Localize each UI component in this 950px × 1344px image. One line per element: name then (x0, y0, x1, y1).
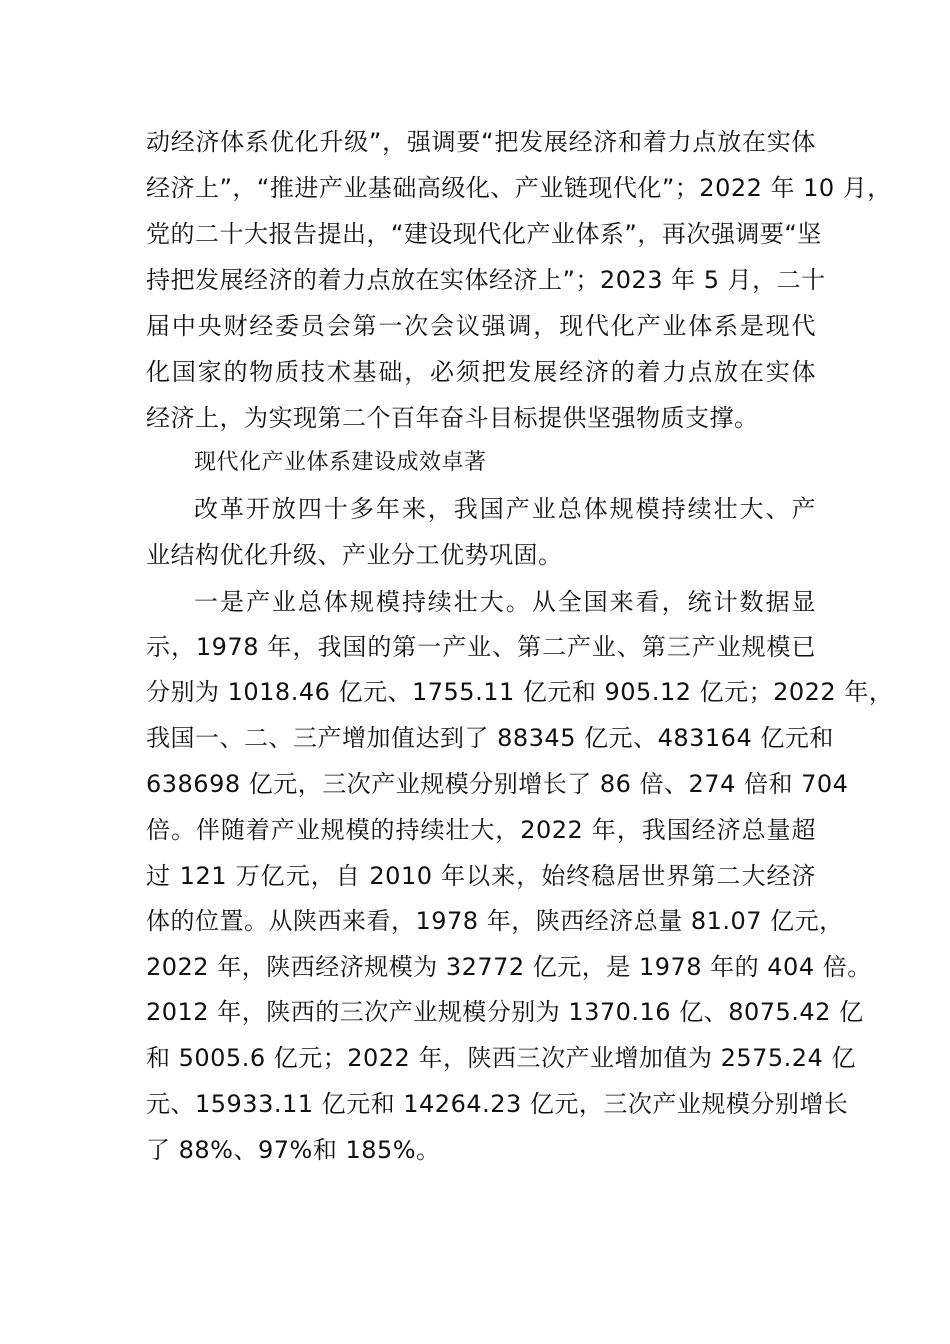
text-line: 化国家的物质技术基础，必须把发展经济的着力点放在实体 (146, 358, 816, 386)
text-line: 动经济体系优化升级”，强调要“把发展经济和着力点放在实体 (146, 128, 816, 156)
text-line: 党的二十大报告提出，“建设现代化产业体系”，再次强调要“坚 (146, 220, 822, 248)
text-line: 过 121 万亿元，自 2010 年以来，始终稳居世界第二大经济 (146, 862, 816, 890)
text-line: 2012 年，陕西的三次产业规模分别为 1370.16 亿、8075.42 亿 (146, 998, 864, 1026)
text-line: 经济上，为实现第二个百年奋斗目标提供坚强物质支撑。 (146, 404, 759, 432)
text-line: 届中央财经委员会第一次会议强调，现代化产业体系是现代 (146, 312, 816, 340)
text-line: 体的位置。从陕西来看，1978 年，陕西经济总量 81.07 亿元， (146, 907, 844, 935)
text-line: 改革开放四十多年来，我国产业总体规模持续壮大、产 (194, 495, 816, 523)
text-line: 一是产业总体规模持续壮大。从全国来看，统计数据显 (194, 588, 816, 616)
text-line: 持把发展经济的着力点放在实体经济上”；2023 年 5 月，二十 (146, 266, 826, 294)
text-line: 638698 亿元，三次产业规模分别增长了 86 倍、274 倍和 704 (146, 770, 849, 798)
text-line: 倍。伴随着产业规模的持续壮大，2022 年，我国经济总量超 (146, 816, 816, 844)
text-line: 业结构优化升级、产业分工优势巩固。 (146, 541, 563, 569)
text-line: 和 5005.6 亿元；2022 年，陕西三次产业增加值为 2575.24 亿 (146, 1044, 856, 1072)
text-line: 示，1978 年，我国的第一产业、第二产业、第三产业规模已 (146, 633, 816, 661)
text-line: 元、15933.11 亿元和 14264.23 亿元，三次产业规模分别增长 (146, 1090, 849, 1118)
text-line: 了 88%、97%和 185%。 (146, 1136, 441, 1164)
section-heading: 现代化产业体系建设成效卓著 (194, 450, 487, 475)
text-line: 经济上”，“推进产业基础高级化、产业链现代化”；2022 年 10 月， (146, 174, 892, 202)
text-line: 我国一、二、三产增加值达到了 88345 亿元、483164 亿元和 (146, 724, 834, 752)
text-line: 分别为 1018.46 亿元、1755.11 亿元和 905.12 亿元；2022 年， (146, 678, 894, 706)
text-line: 2022 年，陕西经济规模为 32772 亿元，是 1978 年的 404 倍。 (146, 953, 872, 981)
